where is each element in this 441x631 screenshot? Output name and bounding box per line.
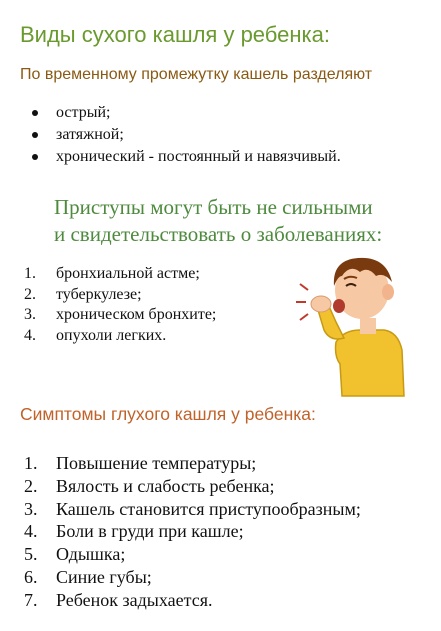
list-item (20, 452, 361, 475)
list-number: 3. (24, 498, 38, 519)
ear (382, 284, 394, 300)
list-number: 6. (24, 566, 38, 587)
quote-line: и свидетельствовать о заболеваниях: (54, 222, 383, 246)
list-item-text: туберкулезе; (56, 285, 142, 303)
list-item (20, 589, 361, 612)
list-item-text: Вялость и слабость ребенка; (56, 475, 275, 496)
list-item-text: Кашель становится приступообразным; (56, 498, 361, 519)
list-item (20, 520, 361, 543)
mouth (333, 299, 345, 313)
list-item-text: бронхиальной астме; (56, 265, 200, 282)
list-item (20, 498, 361, 521)
cough-line (300, 314, 308, 320)
list-item (20, 543, 361, 566)
list-item (20, 566, 361, 589)
list-number: 4. (24, 521, 38, 542)
shirt (336, 330, 405, 396)
list-item-text: Ребенок задыхается. (56, 589, 213, 610)
list-number: 3. (24, 306, 36, 323)
list-item: затяжной; (20, 124, 341, 146)
diseases-list (20, 264, 216, 346)
list-number: 2. (24, 475, 38, 496)
list-item: хронический - постоянный и навязчивый. (20, 146, 341, 168)
list-item (20, 264, 216, 285)
coughing-boy-icon (294, 246, 418, 400)
neck (360, 318, 376, 334)
list-number: 4. (24, 326, 36, 344)
list-item-text: Повышение температуры; (56, 453, 257, 473)
highlight-quote (54, 194, 382, 248)
fist (311, 296, 331, 312)
list-item (20, 305, 216, 326)
list-item-text: опухоли легких. (56, 326, 167, 344)
list-number: 7. (24, 589, 38, 610)
list-item-text: Одышка; (56, 544, 126, 565)
quote-line: Приступы могут быть не сильными (54, 195, 373, 219)
list-number: 1. (24, 453, 38, 473)
page-title: Виды сухого кашля у ребенка: (20, 22, 330, 47)
list-number: 2. (24, 285, 36, 303)
symptoms-list (20, 452, 361, 612)
cough-types-list (20, 102, 341, 168)
list-item (20, 285, 216, 306)
list-item-text: Синие губы; (56, 566, 152, 587)
symptoms-heading: Симптомы глухого кашля у ребенка: (20, 404, 316, 424)
list-number: 5. (24, 544, 38, 565)
intro-text: По временному промежутку кашель разделяют (20, 66, 373, 83)
list-item: острый; (20, 102, 341, 124)
list-item (20, 475, 361, 498)
cough-line (300, 284, 308, 290)
list-item-text: Боли в груди при кашле; (56, 521, 244, 542)
list-item (20, 326, 216, 347)
list-number: 1. (24, 265, 36, 282)
list-item-text: хроническом бронхите; (56, 306, 217, 323)
